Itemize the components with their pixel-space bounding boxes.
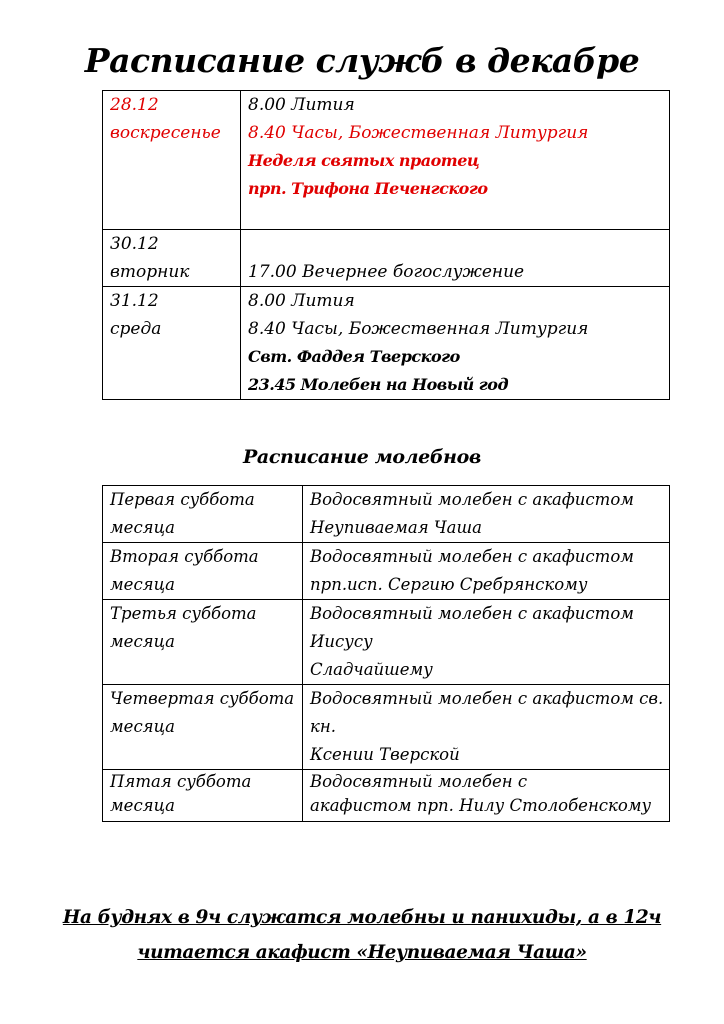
moleben-line: Водосвятный молебен с акафистом (310, 547, 634, 566)
moleben-line: 23.45 Молебен на Новый год (248, 375, 509, 394)
table-row (103, 543, 670, 600)
moleben-line: Водосвятный молебен с акафистом (310, 490, 634, 509)
moleben-cell (303, 685, 670, 770)
moleben-cell (303, 600, 670, 685)
moleben-line: Водосвятный молебен с акафистом св. кн. (310, 689, 664, 736)
notice-line: На буднях в 9ч служатся молебны и панихиды, а в 12ч (62, 907, 662, 928)
date: 31.12 (110, 291, 159, 311)
service-line: 8.40 Часы, Божественная Литургия (248, 123, 589, 143)
service-line: 17.00 Вечернее богослужение (248, 262, 525, 282)
feast-name: Неделя святых праотец (248, 151, 480, 170)
moleben-line: Сладчайшему (310, 660, 433, 679)
day-line: месяца (110, 796, 175, 815)
date-cell (103, 287, 241, 400)
day-line: месяца (110, 717, 175, 736)
date: 30.12 (110, 234, 159, 254)
day-line: Первая суббота (110, 490, 255, 509)
molebens-table (102, 485, 670, 822)
weekday-notice (0, 900, 724, 970)
day-line: Вторая суббота (110, 547, 259, 566)
moleben-line: Водосвятный молебен с акафистом Иисусу (310, 604, 634, 651)
table-row (103, 685, 670, 770)
weekday: вторник (110, 262, 190, 282)
moleben-cell (303, 543, 670, 600)
saint-name: Свт. Фаддея Тверского (248, 347, 460, 366)
date: 28.12 (110, 95, 159, 115)
moleben-line: прп.исп. Сергию Сребрянскому (310, 575, 588, 594)
date-cell (103, 230, 241, 287)
molebens-title: Расписание молебнов (243, 446, 481, 468)
day-line: месяца (110, 575, 175, 594)
moleben-line: Неупиваемая Чаша (310, 518, 482, 537)
day-line: месяца (110, 632, 175, 651)
saint-name: прп. Трифона Печенгского (248, 179, 488, 198)
service-line: 8.40 Часы, Божественная Литургия (248, 319, 589, 339)
table-row (103, 770, 670, 822)
service-line: 8.00 Лития (248, 291, 355, 311)
date-cell (103, 91, 241, 230)
table-row (103, 600, 670, 685)
services-table (102, 90, 670, 400)
table-row (103, 287, 670, 400)
service-line: 8.00 Лития (248, 95, 355, 115)
services-cell (241, 230, 670, 287)
day-cell (103, 543, 303, 600)
day-cell (103, 600, 303, 685)
day-line: Третья суббота (110, 604, 257, 623)
day-line: Четвертая суббота (110, 689, 295, 708)
day-cell (103, 685, 303, 770)
notice-line: читается акафист «Неупиваемая Чаша» (137, 942, 587, 963)
table-row (103, 486, 670, 543)
page-title: Расписание служб в декабре (84, 41, 640, 80)
day-line: Пятая суббота (110, 772, 252, 791)
services-cell (241, 91, 670, 230)
moleben-cell (303, 486, 670, 543)
table-row (103, 230, 670, 287)
services-cell (241, 287, 670, 400)
moleben-line: Ксении Тверской (310, 745, 460, 764)
weekday: воскресенье (110, 123, 221, 143)
weekday: среда (110, 319, 162, 339)
blank-line (248, 230, 669, 258)
day-cell (103, 770, 303, 822)
moleben-cell (303, 770, 670, 822)
moleben-line: Водосвятный молебен с (310, 772, 528, 791)
table-row (103, 91, 670, 230)
day-cell (103, 486, 303, 543)
day-line: месяца (110, 518, 175, 537)
moleben-line: акафистом прп. Нилу Столобенскому (310, 796, 652, 815)
